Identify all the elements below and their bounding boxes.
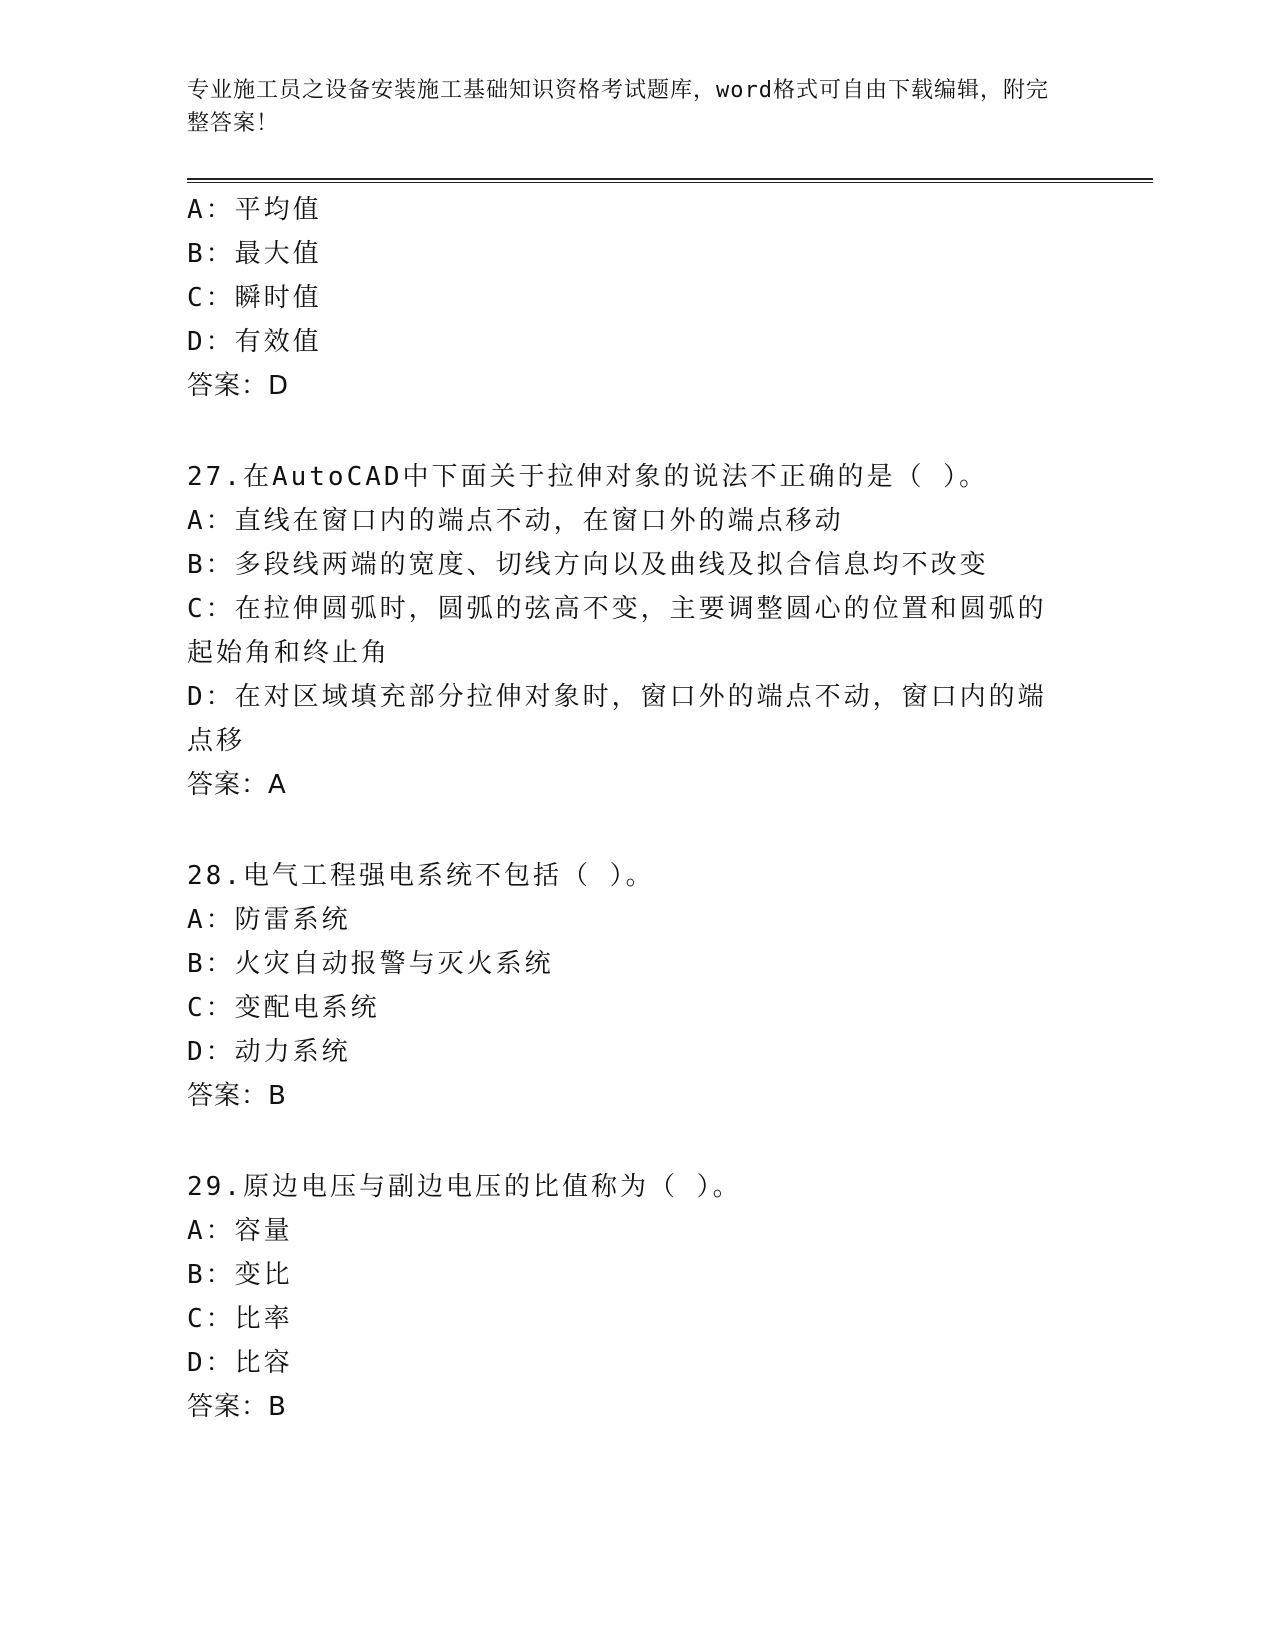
previous-question	[187, 188, 1067, 408]
option-a: A：平均值	[187, 195, 322, 225]
answer: 答案：D	[187, 371, 290, 401]
option-a: A：容量	[187, 1216, 293, 1246]
answer: 答案：B	[187, 1081, 287, 1111]
option-c: C：变配电系统	[187, 993, 380, 1023]
option-d: D：比容	[187, 1348, 293, 1378]
option-b: B：最大值	[187, 239, 322, 269]
question-stem: 28.电气工程强电系统不包括（ ）。	[187, 861, 655, 891]
question-content	[187, 188, 1067, 1429]
option-c: C：在拉伸圆弧时，圆弧的弦高不变，主要调整圆心的位置和圆弧的起始角和终止角	[187, 594, 1047, 668]
question-stem: 29.原边电压与副边电压的比值称为（ ）。	[187, 1172, 742, 1202]
option-d: D：有效值	[187, 327, 322, 357]
option-d: D：动力系统	[187, 1037, 351, 1067]
question-29	[187, 1165, 1067, 1429]
spacer	[187, 807, 1067, 854]
question-stem: 27.在AutoCAD中下面关于拉伸对象的说法不正确的是（ ）。	[187, 462, 989, 492]
question-28	[187, 854, 1067, 1118]
question-27	[187, 455, 1067, 807]
header-divider	[187, 178, 1153, 183]
option-d: D：在对区域填充部分拉伸对象时，窗口外的端点不动，窗口内的端点移	[187, 682, 1047, 756]
answer: 答案：B	[187, 1392, 287, 1422]
option-c: C：比率	[187, 1304, 293, 1334]
document-header: 专业施工员之设备安装施工基础知识资格考试题库，word格式可自由下载编辑，附完整答案！	[187, 78, 1049, 136]
spacer	[187, 408, 1067, 455]
option-a: A：直线在窗口内的端点不动，在窗口外的端点移动	[187, 506, 844, 536]
option-b: B：变比	[187, 1260, 293, 1290]
option-b: B：火灾自动报警与灭火系统	[187, 949, 554, 979]
answer: 答案：A	[187, 770, 287, 800]
option-a: A：防雷系统	[187, 905, 351, 935]
option-c: C：瞬时值	[187, 283, 322, 313]
option-b: B：多段线两端的宽度、切线方向以及曲线及拟合信息均不改变	[187, 550, 989, 580]
spacer	[187, 1118, 1067, 1165]
